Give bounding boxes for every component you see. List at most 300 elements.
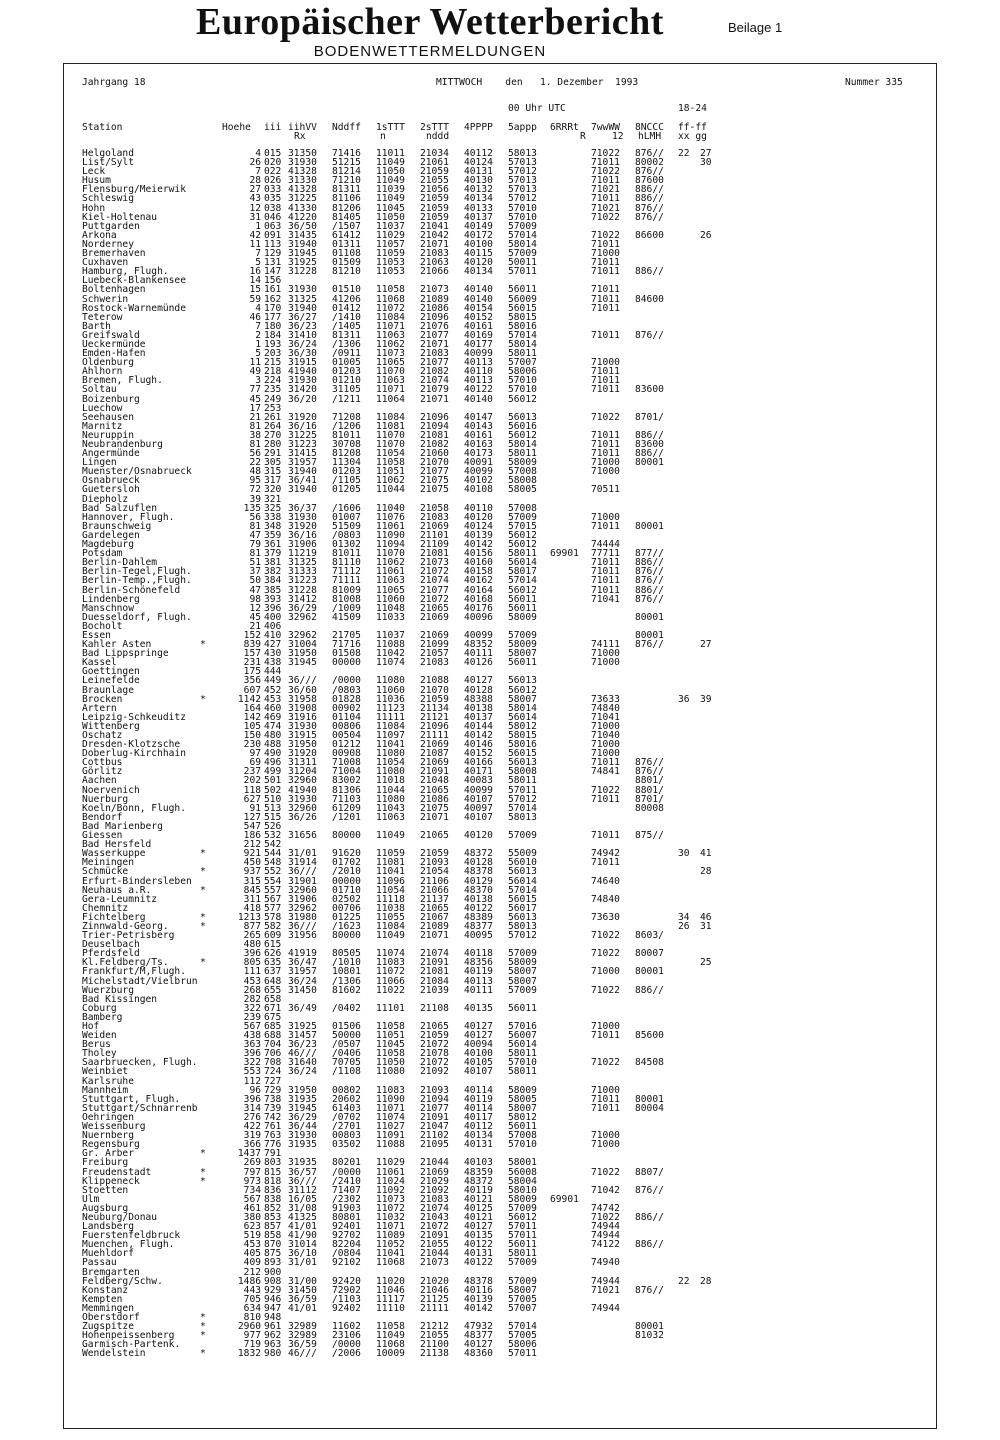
group-5appp: 58011: [508, 775, 537, 787]
station-name: Konstanz: [82, 1284, 129, 1296]
group-5appp: 58009: [508, 1193, 537, 1205]
group-2sttt: 21020: [420, 1275, 449, 1287]
group-7wwww: 74444: [591, 539, 620, 551]
group-2sttt: 21076: [420, 320, 449, 332]
group-iihvv: 41328: [288, 166, 317, 178]
group-8nccc: 85600: [635, 1030, 664, 1042]
station-name: Oldenburg: [82, 357, 134, 369]
station-name: Leck: [82, 166, 106, 178]
group-1sttt: 11029: [376, 1157, 405, 1169]
group-nddff: 61412: [332, 229, 361, 241]
station-height: 480: [243, 939, 261, 951]
group-nddff: 01508: [332, 648, 361, 660]
col-n: n: [380, 131, 386, 142]
group-1sttt: 11101: [376, 1002, 405, 1014]
group-nddff: 92102: [332, 1257, 361, 1269]
group-4pppp: 48370: [464, 884, 493, 896]
station-height: 79: [249, 539, 261, 551]
group-2sttt: 21086: [420, 793, 449, 805]
group-2sttt: 21094: [420, 1093, 449, 1105]
group-4pppp: 40122: [464, 1257, 493, 1269]
group-5appp: 57008: [508, 466, 537, 478]
group-4pppp: 40122: [464, 384, 493, 396]
group-iihvv: 36/60: [288, 684, 317, 696]
group-iihvv: 31450: [288, 984, 317, 996]
wind-ff1: 36: [678, 693, 690, 705]
group-5appp: 56012: [508, 539, 537, 551]
station-height: 409: [243, 1257, 261, 1269]
group-4pppp: 40118: [464, 948, 493, 960]
group-iihvv: 31/01: [288, 848, 317, 860]
group-2sttt: 21054: [420, 866, 449, 878]
station-name: Stoetten: [82, 1184, 129, 1196]
group-2sttt: 21106: [420, 875, 449, 887]
group-7wwww: 71021: [591, 1284, 620, 1296]
station-height: 56: [249, 448, 261, 460]
station-height: 31: [249, 211, 261, 223]
group-2sttt: 21111: [420, 730, 449, 741]
group-4pppp: 40097: [464, 802, 493, 814]
group-1sttt: 11049: [376, 1330, 405, 1342]
group-2sttt: 21093: [420, 857, 449, 869]
group-1sttt: 11076: [376, 511, 405, 523]
group-5appp: 56011: [508, 1002, 537, 1014]
station-height: 81: [249, 439, 261, 450]
group-8nccc: 876//: [635, 148, 664, 159]
station-name: Muenster/Osnabrueck: [82, 466, 192, 478]
group-2sttt: 21047: [420, 1121, 449, 1133]
group-iihvv: 31920: [288, 520, 317, 532]
station-index: 469: [264, 711, 282, 723]
group-1sttt: 11063: [376, 575, 405, 587]
station-index: 542: [264, 839, 282, 851]
group-nddff: /0702: [332, 1111, 361, 1123]
station-name: Freudenstadt: [82, 1166, 152, 1178]
station-height: 547: [243, 820, 261, 832]
group-7wwww: 74111: [591, 639, 620, 651]
station-name: Goettingen: [82, 666, 140, 678]
group-4pppp: 40166: [464, 757, 493, 769]
group-2sttt: 21102: [420, 1130, 449, 1142]
group-7wwww: 74742: [591, 1202, 620, 1214]
group-5appp: 57014: [508, 1321, 537, 1333]
station-height: 45: [249, 393, 261, 405]
group-5appp: 58007: [508, 1284, 537, 1296]
station-index: 381: [264, 557, 282, 569]
group-8nccc: 87600: [635, 175, 664, 187]
station-index: 763: [264, 1130, 282, 1142]
group-4pppp: 40127: [464, 1021, 493, 1032]
group-2sttt: 21069: [420, 520, 449, 532]
station-name: Bremerhaven: [82, 248, 146, 260]
station-height: 1832: [237, 1348, 261, 1360]
station-name: Tholey: [82, 1048, 117, 1060]
group-7wwww: 71011: [591, 429, 620, 441]
group-7wwww: 71011: [591, 1102, 620, 1114]
group-4pppp: 48359: [464, 1166, 493, 1178]
group-iihvv: 32962: [288, 611, 317, 623]
group-5appp: 58017: [508, 566, 537, 578]
group-1sttt: 11029: [376, 229, 405, 241]
group-1sttt: 11111: [376, 711, 405, 723]
station-index: 929: [264, 1284, 282, 1296]
station-height: 51: [249, 557, 261, 569]
group-5appp: 50011: [508, 257, 537, 269]
group-iihvv: 46///: [288, 1048, 317, 1060]
station-height: 356: [243, 675, 261, 687]
group-5appp: 58009: [508, 639, 537, 651]
station-height: 95: [249, 475, 261, 487]
group-nddff: /0000: [332, 1166, 361, 1178]
station-height: 7: [255, 248, 261, 260]
group-8nccc: 80001: [635, 1321, 664, 1333]
wind-ff2: 31: [700, 920, 712, 932]
station-height: 2960: [237, 1321, 261, 1333]
group-nddff: 71416: [332, 148, 361, 159]
group-iihvv: 36/10: [288, 1248, 317, 1260]
group-4pppp: 40139: [464, 529, 493, 541]
group-nddff: /1405: [332, 320, 361, 332]
group-1sttt: 11018: [376, 775, 405, 787]
group-5appp: 58009: [508, 611, 537, 623]
group-1sttt: 11084: [376, 920, 405, 932]
group-1sttt: 11054: [376, 757, 405, 769]
group-7wwww: 71000: [591, 748, 620, 760]
group-nddff: 92702: [332, 1230, 361, 1242]
group-iihvv: 31225: [288, 429, 317, 441]
group-4pppp: 40127: [464, 1339, 493, 1351]
group-5appp: 56014: [508, 1039, 537, 1051]
station-height: 81: [249, 548, 261, 560]
group-7wwww: 74122: [591, 1239, 620, 1251]
station-name: Oberstdorf: [82, 1312, 140, 1323]
group-1sttt: 11081: [376, 420, 405, 432]
group-2sttt: 21055: [420, 1239, 449, 1251]
group-nddff: 71004: [332, 766, 361, 778]
station-index: 406: [264, 620, 282, 632]
station-height: 450: [243, 857, 261, 869]
group-1sttt: 11044: [376, 784, 405, 796]
group-4pppp: 40164: [464, 584, 493, 596]
group-iihvv: 31930: [288, 375, 317, 387]
station-height: 15: [249, 284, 261, 296]
station-index: 578: [264, 911, 282, 923]
group-nddff: 71111: [332, 575, 361, 587]
station-height: 1437: [237, 1148, 261, 1160]
station-index: 015: [264, 148, 282, 159]
station-name: Bad Salzuflen: [82, 502, 158, 514]
group-5appp: 58016: [508, 739, 537, 751]
group-4pppp: 40127: [464, 1030, 493, 1042]
group-1sttt: 11070: [376, 366, 405, 378]
group-5appp: 58014: [508, 338, 537, 350]
station-index: 203: [264, 348, 282, 360]
group-8nccc: 876//: [635, 166, 664, 178]
group-iihvv: 31957: [288, 966, 317, 978]
group-1sttt: 11080: [376, 1066, 405, 1078]
group-7wwww: 71011: [591, 857, 620, 869]
group-4pppp: 40147: [464, 411, 493, 423]
group-nddff: 81311: [332, 184, 361, 196]
group-iihvv: 31420: [288, 384, 317, 396]
station-index: 626: [264, 948, 282, 960]
station-name: Hamburg, Flugh.: [82, 266, 169, 278]
station-height: 845: [243, 884, 261, 896]
station-name: Berlin-Temp.,Flugh.: [82, 575, 192, 587]
group-5appp: 57012: [508, 930, 537, 942]
group-1sttt: 11050: [376, 211, 405, 223]
group-5appp: 58010: [508, 1184, 537, 1196]
station-index: 532: [264, 830, 282, 842]
station-height: 719: [243, 1339, 261, 1351]
group-5appp: 56015: [508, 302, 537, 314]
group-nddff: 01225: [332, 911, 361, 923]
station-height: 366: [243, 1139, 261, 1151]
group-5appp: 58011: [508, 548, 537, 560]
group-1sttt: 11096: [376, 875, 405, 887]
station-index: 020: [264, 157, 282, 169]
group-8nccc: 8801/: [635, 784, 664, 796]
group-iihvv: 31915: [288, 357, 317, 369]
group-7wwww: 71011: [591, 584, 620, 596]
station-index: 761: [264, 1121, 282, 1133]
group-2sttt: 21072: [420, 566, 449, 578]
volume-label: Jahrgang 18: [82, 77, 146, 88]
group-8nccc: 83600: [635, 384, 664, 396]
group-nddff: 92402: [332, 1302, 361, 1314]
station-height: 49: [249, 366, 261, 378]
group-1sttt: 11071: [376, 1221, 405, 1233]
group-5appp: 56008: [508, 1166, 537, 1178]
station-name: Fuerstenfeldbruck: [82, 1230, 181, 1242]
station-name: Hohenpeissenberg: [82, 1330, 175, 1342]
group-1sttt: 11080: [376, 793, 405, 805]
group-1sttt: 11065: [376, 357, 405, 369]
group-7wwww: 71000: [591, 648, 620, 660]
group-1sttt: 11089: [376, 1230, 405, 1242]
group-nddff: 01302: [332, 539, 361, 551]
station-index: 480: [264, 730, 282, 741]
group-iihvv: 31940: [288, 238, 317, 250]
group-5appp: 56012: [508, 429, 537, 441]
group-8nccc: 876//: [635, 575, 664, 587]
station-name: Bad Lippspringe: [82, 648, 169, 660]
group-2sttt: 21071: [420, 393, 449, 405]
station-height: 91: [249, 802, 261, 814]
group-5appp: 57009: [508, 830, 537, 842]
group-2sttt: 21077: [420, 329, 449, 341]
group-4pppp: 40127: [464, 675, 493, 687]
group-nddff: 00803: [332, 1130, 361, 1142]
station-name: Duesseldorf, Flugh.: [82, 611, 192, 623]
station-index: 688: [264, 1030, 282, 1042]
group-iihvv: 31/00: [288, 1275, 317, 1287]
group-iihvv: 36/29: [288, 1111, 317, 1123]
group-iihvv: 36/29: [288, 602, 317, 614]
group-8nccc: 8801/: [635, 775, 664, 787]
group-8nccc: 886//: [635, 193, 664, 205]
group-5appp: 57010: [508, 375, 537, 387]
group-iihvv: 31223: [288, 575, 317, 587]
station-name: Klippeneck: [82, 1175, 140, 1187]
station-name: Marnitz: [82, 420, 123, 432]
group-1sttt: 11052: [376, 1239, 405, 1251]
group-2sttt: 21099: [420, 639, 449, 651]
group-2sttt: 21091: [420, 766, 449, 778]
group-2sttt: 21067: [420, 911, 449, 923]
station-height: 48: [249, 466, 261, 478]
group-2sttt: 21083: [420, 657, 449, 669]
station-height: 453: [243, 975, 261, 987]
station-height: 2: [255, 329, 261, 341]
group-nddff: 81210: [332, 266, 361, 278]
group-iihvv: 31311: [288, 757, 317, 769]
group-2sttt: 21077: [420, 584, 449, 596]
group-nddff: 00802: [332, 1084, 361, 1096]
group-nddff: /1306: [332, 975, 361, 987]
station-index: 384: [264, 575, 282, 587]
group-7wwww: 71022: [591, 984, 620, 996]
group-1sttt: 11118: [376, 893, 405, 905]
group-5appp: 56013: [508, 866, 537, 878]
station-name: Kahler Asten: [82, 639, 152, 651]
station-name: Bocholt: [82, 620, 123, 632]
group-4pppp: 40099: [464, 466, 493, 478]
station-index: 609: [264, 930, 282, 942]
group-5appp: 58015: [508, 311, 537, 323]
group-4pppp: 40094: [464, 1039, 493, 1051]
group-5appp: 56007: [508, 1030, 537, 1042]
col-5appp: 5appp: [508, 122, 537, 133]
group-iihvv: 36/47: [288, 957, 317, 969]
group-8nccc: 886//: [635, 1239, 664, 1251]
group-iihvv: 31958: [288, 693, 317, 705]
group-5appp: 56012: [508, 529, 537, 541]
group-2sttt: 21066: [420, 884, 449, 896]
group-1sttt: 11097: [376, 730, 405, 741]
group-2sttt: 21072: [420, 1057, 449, 1069]
group-7wwww: 71011: [591, 1093, 620, 1105]
group-5appp: 58004: [508, 1175, 537, 1187]
group-7wwww: 74942: [591, 848, 620, 860]
group-7wwww: 74840: [591, 702, 620, 714]
group-1sttt: 11080: [376, 766, 405, 778]
station-name: Frankfurt/M,Flugh.: [82, 966, 186, 978]
group-iihvv: 31950: [288, 739, 317, 751]
station-index: 510: [264, 793, 282, 805]
group-5appp: 58013: [508, 148, 537, 159]
group-iihvv: 41940: [288, 366, 317, 378]
group-nddff: 23106: [332, 1330, 361, 1342]
group-2sttt: 21063: [420, 257, 449, 269]
group-5appp: 58011: [508, 1048, 537, 1060]
group-2sttt: 21071: [420, 338, 449, 350]
group-1sttt: 11057: [376, 238, 405, 250]
station-index: 704: [264, 1039, 282, 1051]
group-1sttt: 11061: [376, 520, 405, 532]
station-index: 321: [264, 493, 282, 505]
col-xxgg: xx gg: [678, 131, 707, 142]
group-4pppp: 40120: [464, 511, 493, 523]
group-nddff: 30708: [332, 439, 361, 450]
group-4pppp: 40135: [464, 1002, 493, 1014]
group-8nccc: 80004: [635, 1102, 664, 1114]
group-nddff: 00000: [332, 657, 361, 669]
station-index: 671: [264, 1002, 282, 1014]
station-name: Giessen: [82, 830, 123, 842]
station-index: 453: [264, 693, 282, 705]
group-iihvv: 32960: [288, 884, 317, 896]
station-name: Cuxhaven: [82, 257, 129, 269]
group-8nccc: 877//: [635, 548, 664, 560]
group-1sttt: 11083: [376, 957, 405, 969]
group-4pppp: 40134: [464, 1130, 493, 1142]
group-5appp: 56013: [508, 675, 537, 687]
group-4pppp: 40108: [464, 484, 493, 496]
group-4pppp: 40137: [464, 711, 493, 723]
wind-ff2: 28: [700, 1275, 712, 1287]
group-iihvv: 36/16: [288, 529, 317, 541]
group-4pppp: 40144: [464, 720, 493, 732]
group-8nccc: 875//: [635, 830, 664, 842]
group-4pppp: 40135: [464, 1230, 493, 1242]
group-nddff: /1105: [332, 475, 361, 487]
mountain-marker: *: [200, 920, 206, 932]
group-nddff: 81208: [332, 448, 361, 460]
station-index: 113: [264, 238, 282, 250]
group-iihvv: 31940: [288, 466, 317, 478]
station-name: Helgoland: [82, 148, 134, 159]
group-nddff: 10801: [332, 966, 361, 978]
station-height: 380: [243, 1211, 261, 1223]
station-index: 838: [264, 1193, 282, 1205]
group-2sttt: 21072: [420, 593, 449, 605]
group-5appp: 57007: [508, 357, 537, 369]
station-name: Wasserkuppe: [82, 848, 146, 860]
group-nddff: /2410: [332, 1175, 361, 1187]
col-8nccc: 8NCCC: [635, 122, 664, 133]
station-name: Koeln/Bonn, Flugh.: [82, 802, 186, 814]
group-4pppp: 40121: [464, 1193, 493, 1205]
group-7wwww: 71000: [591, 720, 620, 732]
group-nddff: 92420: [332, 1275, 361, 1287]
group-5appp: 57005: [508, 1293, 537, 1305]
station-name: Barth: [82, 320, 111, 332]
group-2sttt: 21069: [420, 757, 449, 769]
group-iihvv: 36/44: [288, 1121, 317, 1133]
group-8nccc: 80001: [635, 1093, 664, 1105]
station-index: 474: [264, 720, 282, 732]
mountain-marker: *: [200, 1321, 206, 1333]
station-index: 379: [264, 548, 282, 560]
station-index: 177: [264, 311, 282, 323]
group-7wwww: 71022: [591, 229, 620, 241]
group-8nccc: 876//: [635, 593, 664, 605]
group-1sttt: 11049: [376, 930, 405, 942]
station-index: 449: [264, 675, 282, 687]
station-height: 202: [243, 775, 261, 787]
station-height: 26: [249, 157, 261, 169]
group-2sttt: 21109: [420, 539, 449, 551]
group-nddff: 61209: [332, 802, 361, 814]
group-5appp: 58015: [508, 730, 537, 741]
mountain-marker: *: [200, 1166, 206, 1178]
group-4pppp: 40096: [464, 611, 493, 623]
station-name: Weissenburg: [82, 1121, 146, 1133]
station-height: 269: [243, 1157, 261, 1169]
group-1sttt: 11051: [376, 1030, 405, 1042]
group-iihvv: 31/08: [288, 1202, 317, 1214]
